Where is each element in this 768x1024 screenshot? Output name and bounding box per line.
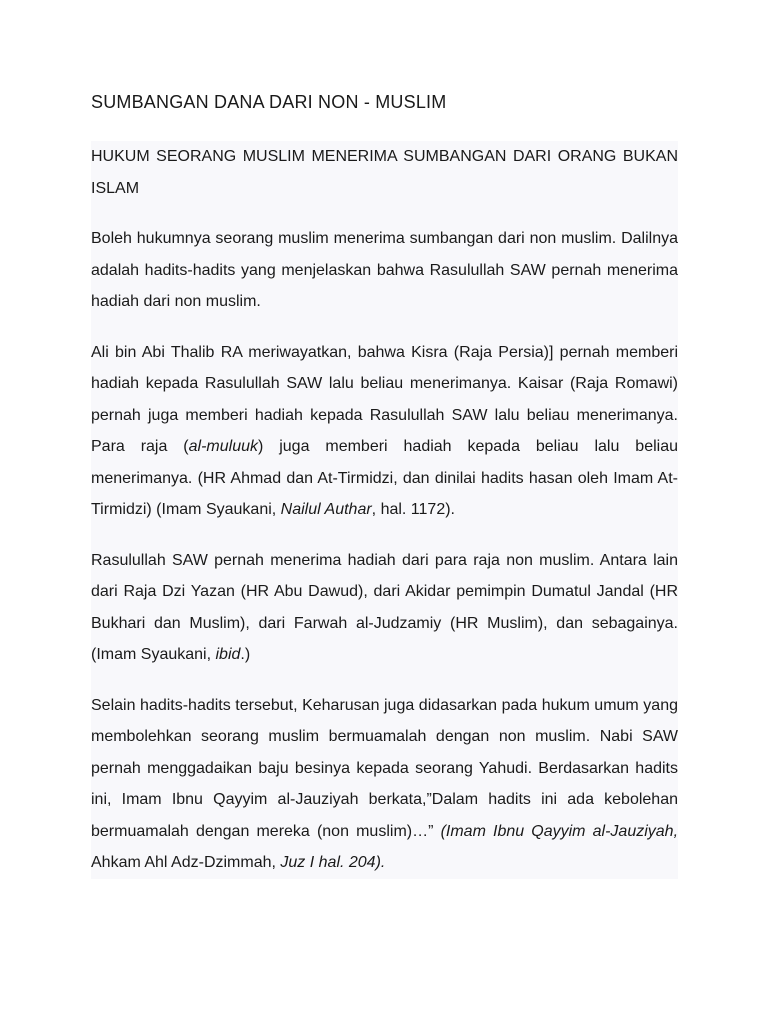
paragraph-2-text-a: Ali bin Abi Thalib RA meriwayatkan, bahwa Kisra (Raja Persia)] pernah memberi hadiah kepada Rasulullah SAW lalu beliau menerimanya. Kaisar (Raja Romawi) pernah juga memberi hadiah kepada Rasulullah SAW lalu beliau menerimanya. Para raja ( xyxy=(91,343,678,455)
paragraph-3-italic-ibid: ibid xyxy=(215,646,241,663)
paragraph-3-text-a: Rasulullah SAW pernah menerima hadiah dari para raja non muslim. Antara lain dari Raja Dzi Yazan (HR Abu Dawud), dari Akidar pemimpin Dumatul Jandal (HR Bukhari dan Muslim), dari Farwah al-Judzamiy (HR Muslim), dan sebagainya. (Imam Syaukani, xyxy=(91,551,678,663)
paragraph-4-text-c: Ahkam Ahl Adz-Dzimmah, xyxy=(91,854,281,871)
paragraph-4-italic-juz: Juz I hal. 204). xyxy=(280,854,386,871)
paragraph-2-text-e: , hal. 1172). xyxy=(371,501,455,518)
paragraph-4-italic-citation: (Imam Ibnu Qayyim al-Jauziyah, xyxy=(440,822,679,840)
paragraph-3-text-c: .) xyxy=(240,646,251,663)
paragraph-2-italic-nailul-authar: Nailul Authar xyxy=(280,501,372,518)
paragraph-3 xyxy=(91,545,678,671)
paragraph-2-italic-al-muluuk: al-muluuk xyxy=(188,438,258,455)
document-title: SUMBANGAN DANA DARI NON - MUSLIM xyxy=(91,92,447,112)
paragraph-1: Boleh hukumnya seorang muslim menerima sumbangan dari non muslim. Dalilnya adalah hadits-hadits yang menjelaskan bahwa Rasulullah SAW pernah menerima hadiah dari non muslim. xyxy=(91,230,678,310)
paragraph-2 xyxy=(91,337,678,526)
document-subtitle: HUKUM SEORANG MUSLIM MENERIMA SUMBANGAN DARI ORANG BUKAN ISLAM xyxy=(91,148,678,197)
document-body xyxy=(91,141,678,879)
paragraph-4 xyxy=(91,690,678,879)
paragraph-2-text-c: ) juga memberi hadiah kepada beliau lalu beliau menerimanya. (HR Ahmad dan At-Tirmidzi, dan dinilai hadits hasan oleh Imam At-Tirmidzi) (Imam Syaukani, xyxy=(91,438,678,518)
paragraph-4-text-a: Selain hadits-hadits tersebut, Keharusan juga didasarkan pada hukum umum yang membolehkan seorang muslim bermuamalah dengan non muslim. Nabi SAW pernah menggadaikan baju besinya kepada seorang Yahudi. Berdasarkan hadits ini, Imam Ibnu Qayyim al-Jauziyah berkata,”Dalam hadits ini ada kebolehan bermuamalah dengan mereka (non muslim)…” xyxy=(91,696,678,840)
